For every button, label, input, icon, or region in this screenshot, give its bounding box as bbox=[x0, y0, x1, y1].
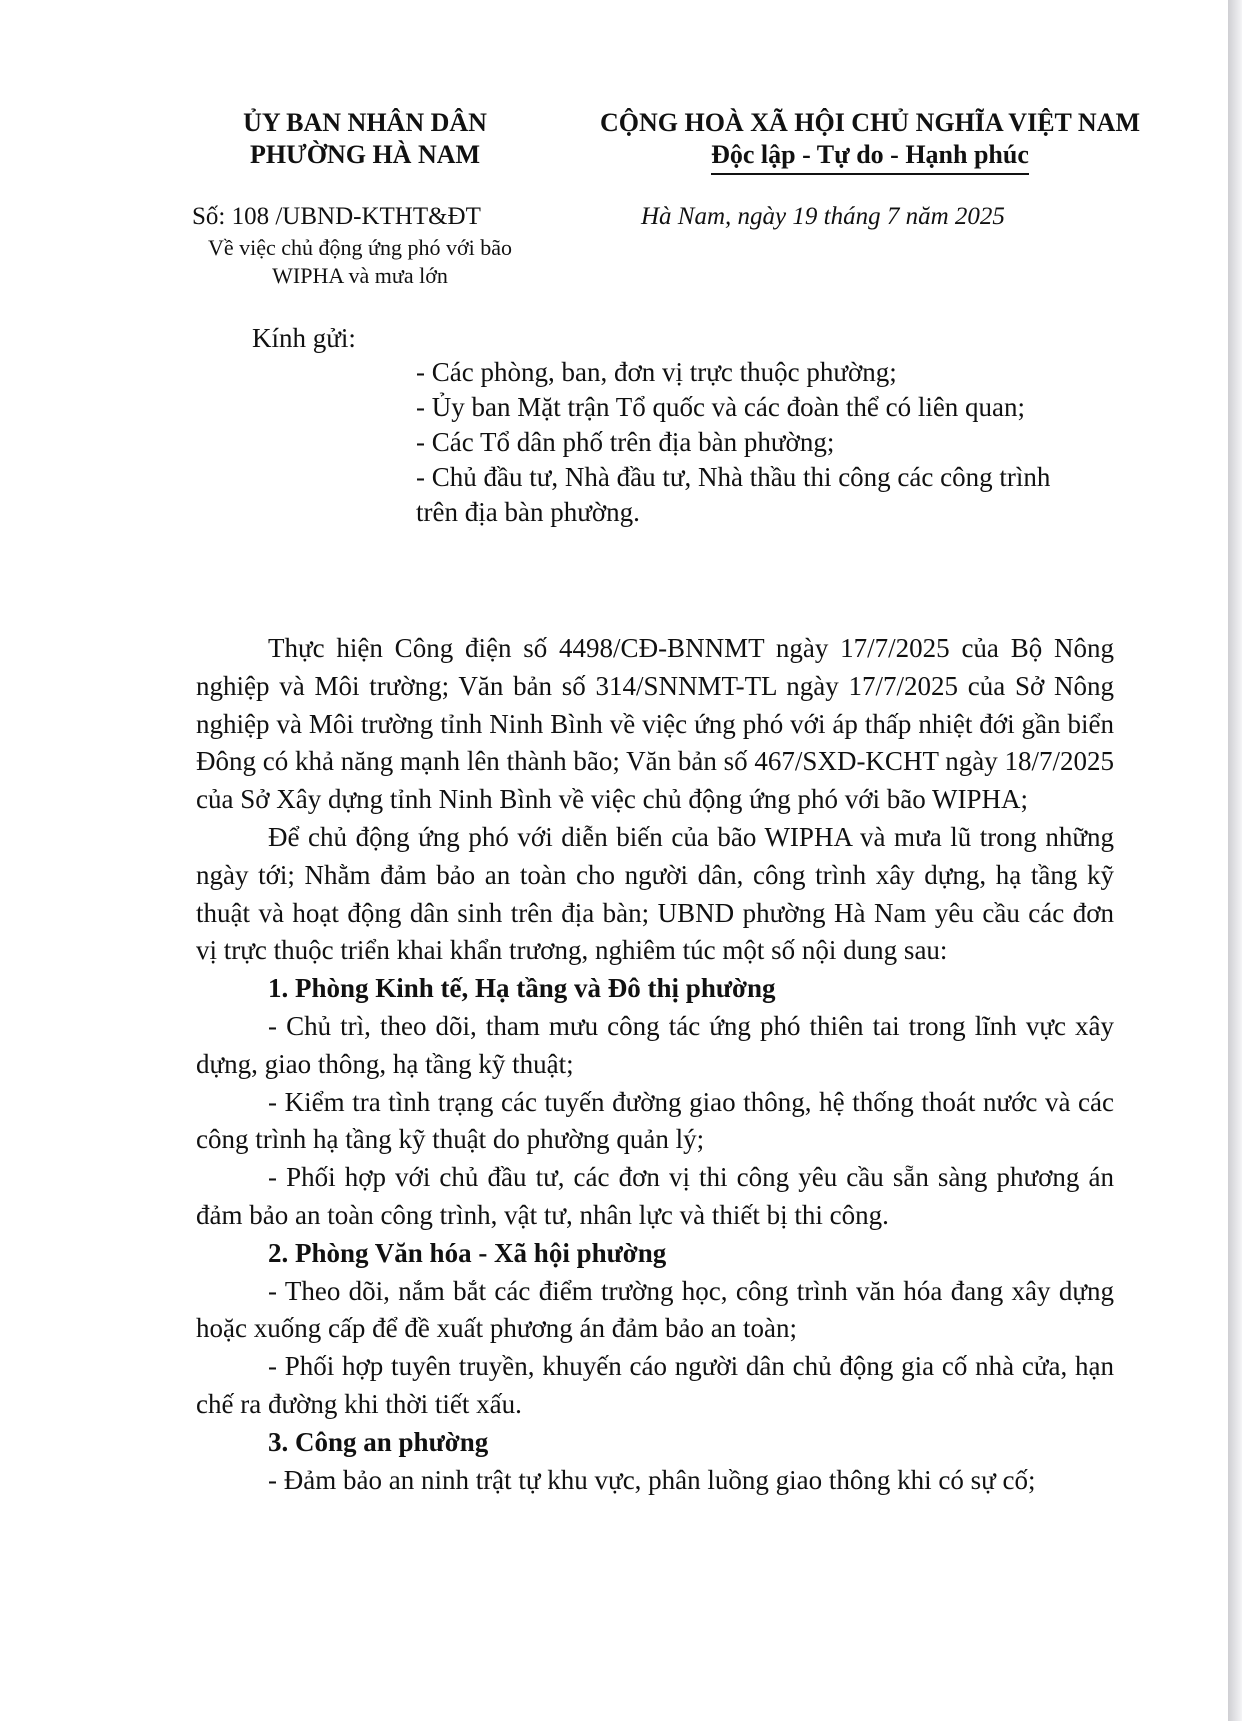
document-subject bbox=[180, 234, 540, 290]
section-item: - Đảm bảo an ninh trật tự khu vực, phân luồng giao thông khi có sự cố; bbox=[268, 1464, 1036, 1495]
recipient-item: - Ủy ban Mặt trận Tổ quốc và các đoàn thể có liên quan; bbox=[416, 392, 1026, 422]
section-heading: 3. Công an phường bbox=[268, 1426, 489, 1457]
recipient-item: - Các Tổ dân phố trên địa bàn phường; bbox=[416, 427, 835, 457]
subject-line-2: WIPHA và mưa lớn bbox=[272, 263, 448, 288]
section-item: - Theo dõi, nắm bắt các điểm trường học, công trình văn hóa đang xây dựng hoặc xuống cấp để đề xuất phương án đảm bảo an toàn; bbox=[196, 1275, 1114, 1344]
section-item: - Chủ trì, theo dõi, tham mưu công tác ứng phó thiên tai trong lĩnh vực xây dựng, giao thông, hạ tầng kỹ thuật; bbox=[196, 1010, 1114, 1079]
recipients-greeting: Kính gửi: bbox=[252, 323, 356, 353]
section-heading: 2. Phòng Văn hóa - Xã hội phường bbox=[268, 1237, 667, 1268]
national-title-block bbox=[570, 108, 1170, 170]
section-item: - Phối hợp tuyên truyền, khuyến cáo người dân chủ động gia cố nhà cửa, hạn chế ra đường khi thời tiết xấu. bbox=[196, 1351, 1114, 1419]
section-heading: 1. Phòng Kinh tế, Hạ tầng và Đô thị phường bbox=[268, 973, 776, 1004]
recipient-item: - Chủ đầu tư, Nhà đầu tư, Nhà thầu thi công các công trình trên địa bàn phường. bbox=[416, 462, 1051, 527]
recipients-list bbox=[416, 355, 1116, 530]
national-motto: Độc lập - Tự do - Hạnh phúc bbox=[711, 140, 1029, 175]
section-item: - Kiểm tra tình trạng các tuyến đường giao thông, hệ thống thoát nước và các công trình hạ tầng kỹ thuật do phường quản lý; bbox=[196, 1086, 1114, 1155]
recipient-item: - Các phòng, ban, đơn vị trực thuộc phường; bbox=[416, 357, 897, 387]
section-item: - Phối hợp với chủ đầu tư, các đơn vị thi công yêu cầu sẵn sàng phương án đảm bảo an toàn công trình, vật tư, nhân lực và thiết bị thi công. bbox=[196, 1162, 1114, 1230]
document-number: Số: 108 /UBND-KTHT&ĐT bbox=[192, 203, 481, 230]
motto-wrapper bbox=[570, 140, 1170, 170]
organization-name: ỦY BAN NHÂN DÂN bbox=[243, 108, 487, 137]
ward-name: PHƯỜNG HÀ NAM bbox=[249, 140, 481, 169]
national-title: CỘNG HOÀ XÃ HỘI CHỦ NGHĨA VIỆT NAM bbox=[599, 108, 1141, 137]
body-paragraph: Thực hiện Công điện số 4498/CĐ-BNNMT ngày 17/7/2025 của Bộ Nông nghiệp và Môi trường; Văn bản số 314/SNNMT-TL ngày 17/7/2025 của Sở Nông nghiệp và Môi trường tỉnh Ninh Bình về việc ứng phó với áp thấp nhiệt đới gần biển Đông có khả năng mạnh lên thành bão; Văn bản số 467/SXD-KCHT ngày 18/7/2025 của Sở Xây dựng tỉnh Ninh Bình về việc chủ động ứng phó với bão WIPHA; bbox=[196, 633, 1114, 815]
document-body bbox=[196, 630, 1114, 1499]
subject-line-1: Về việc chủ động ứng phó với bão bbox=[208, 235, 512, 260]
page-edge bbox=[1228, 0, 1242, 1721]
organization-block bbox=[230, 108, 500, 170]
body-paragraph: Để chủ động ứng phó với diễn biến của bão WIPHA và mưa lũ trong những ngày tới; Nhằm đảm bảo an toàn cho người dân, công trình xây dựng, hạ tầng kỹ thuật và hoạt động dân sinh trên địa bàn; UBND phường Hà Nam yêu cầu các đơn vị trực thuộc triển khai khẩn trương, nghiêm túc một số nội dung sau: bbox=[196, 821, 1114, 966]
place-date: Hà Nam, ngày 19 tháng 7 năm 2025 bbox=[641, 203, 1005, 230]
